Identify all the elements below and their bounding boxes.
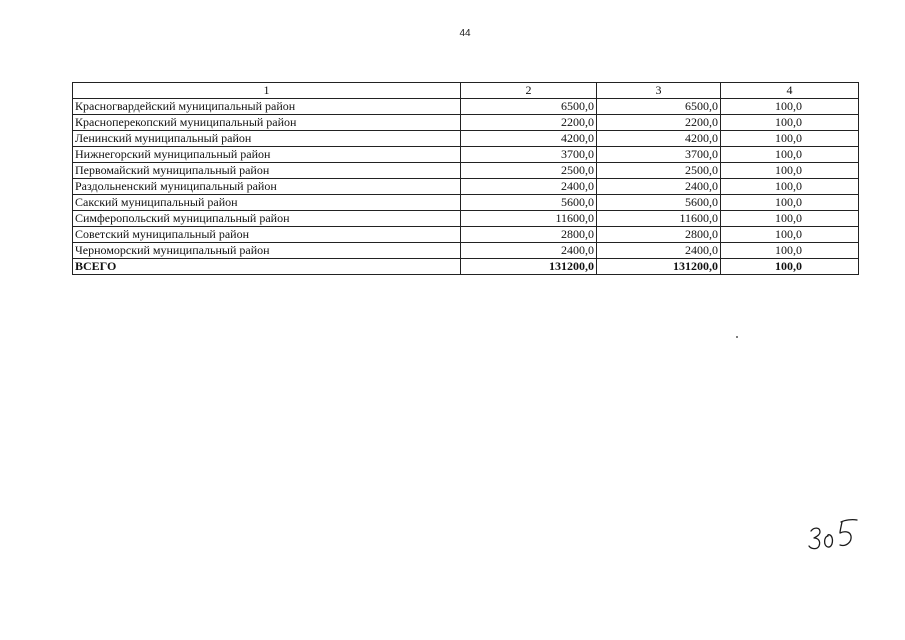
plan-amount: 5600,0 — [461, 195, 597, 211]
actual-amount: 6500,0 — [597, 99, 721, 115]
percent-value: 100,0 — [721, 163, 859, 179]
plan-amount: 2400,0 — [461, 243, 597, 259]
actual-amount: 3700,0 — [597, 147, 721, 163]
total-label: ВСЕГО — [73, 259, 461, 275]
stray-mark — [736, 336, 738, 338]
actual-amount: 5600,0 — [597, 195, 721, 211]
percent-value: 100,0 — [721, 99, 859, 115]
district-name: Черноморский муниципальный район — [73, 243, 461, 259]
actual-amount: 2400,0 — [597, 179, 721, 195]
total-actual-amount: 131200,0 — [597, 259, 721, 275]
table-row — [73, 115, 859, 131]
district-name: Ленинский муниципальный район — [73, 131, 461, 147]
table-row — [73, 147, 859, 163]
percent-value: 100,0 — [721, 227, 859, 243]
percent-value: 100,0 — [721, 131, 859, 147]
table-header-row — [73, 83, 859, 99]
column-header-3: 3 — [597, 83, 721, 99]
table-row — [73, 195, 859, 211]
district-name: Красногвардейский муниципальный район — [73, 99, 461, 115]
table-row — [73, 227, 859, 243]
percent-value: 100,0 — [721, 243, 859, 259]
plan-amount: 2400,0 — [461, 179, 597, 195]
table-row — [73, 99, 859, 115]
actual-amount: 2400,0 — [597, 243, 721, 259]
table-row — [73, 179, 859, 195]
page-number: 44 — [459, 28, 471, 39]
table-row — [73, 243, 859, 259]
plan-amount: 4200,0 — [461, 131, 597, 147]
plan-amount: 6500,0 — [461, 99, 597, 115]
actual-amount: 11600,0 — [597, 211, 721, 227]
total-percent-value: 100,0 — [721, 259, 859, 275]
total-row — [73, 259, 859, 275]
district-name: Сакский муниципальный район — [73, 195, 461, 211]
table-row — [73, 211, 859, 227]
percent-value: 100,0 — [721, 179, 859, 195]
district-name: Нижнегорский муниципальный район — [73, 147, 461, 163]
plan-amount: 2200,0 — [461, 115, 597, 131]
actual-amount: 4200,0 — [597, 131, 721, 147]
actual-amount: 2200,0 — [597, 115, 721, 131]
district-name: Раздольненский муниципальный район — [73, 179, 461, 195]
handwritten-page-mark — [808, 518, 864, 552]
percent-value: 100,0 — [721, 195, 859, 211]
plan-amount: 2500,0 — [461, 163, 597, 179]
percent-value: 100,0 — [721, 211, 859, 227]
actual-amount: 2500,0 — [597, 163, 721, 179]
district-name: Красноперекопский муниципальный район — [73, 115, 461, 131]
table-row — [73, 131, 859, 147]
district-name: Советский муниципальный район — [73, 227, 461, 243]
budget-table — [72, 82, 859, 275]
percent-value: 100,0 — [721, 115, 859, 131]
plan-amount: 3700,0 — [461, 147, 597, 163]
district-name: Симферопольский муниципальный район — [73, 211, 461, 227]
column-header-4: 4 — [721, 83, 859, 99]
total-plan-amount: 131200,0 — [461, 259, 597, 275]
plan-amount: 2800,0 — [461, 227, 597, 243]
column-header-2: 2 — [461, 83, 597, 99]
district-name: Первомайский муниципальный район — [73, 163, 461, 179]
actual-amount: 2800,0 — [597, 227, 721, 243]
column-header-1: 1 — [73, 83, 461, 99]
plan-amount: 11600,0 — [461, 211, 597, 227]
table-row — [73, 163, 859, 179]
percent-value: 100,0 — [721, 147, 859, 163]
